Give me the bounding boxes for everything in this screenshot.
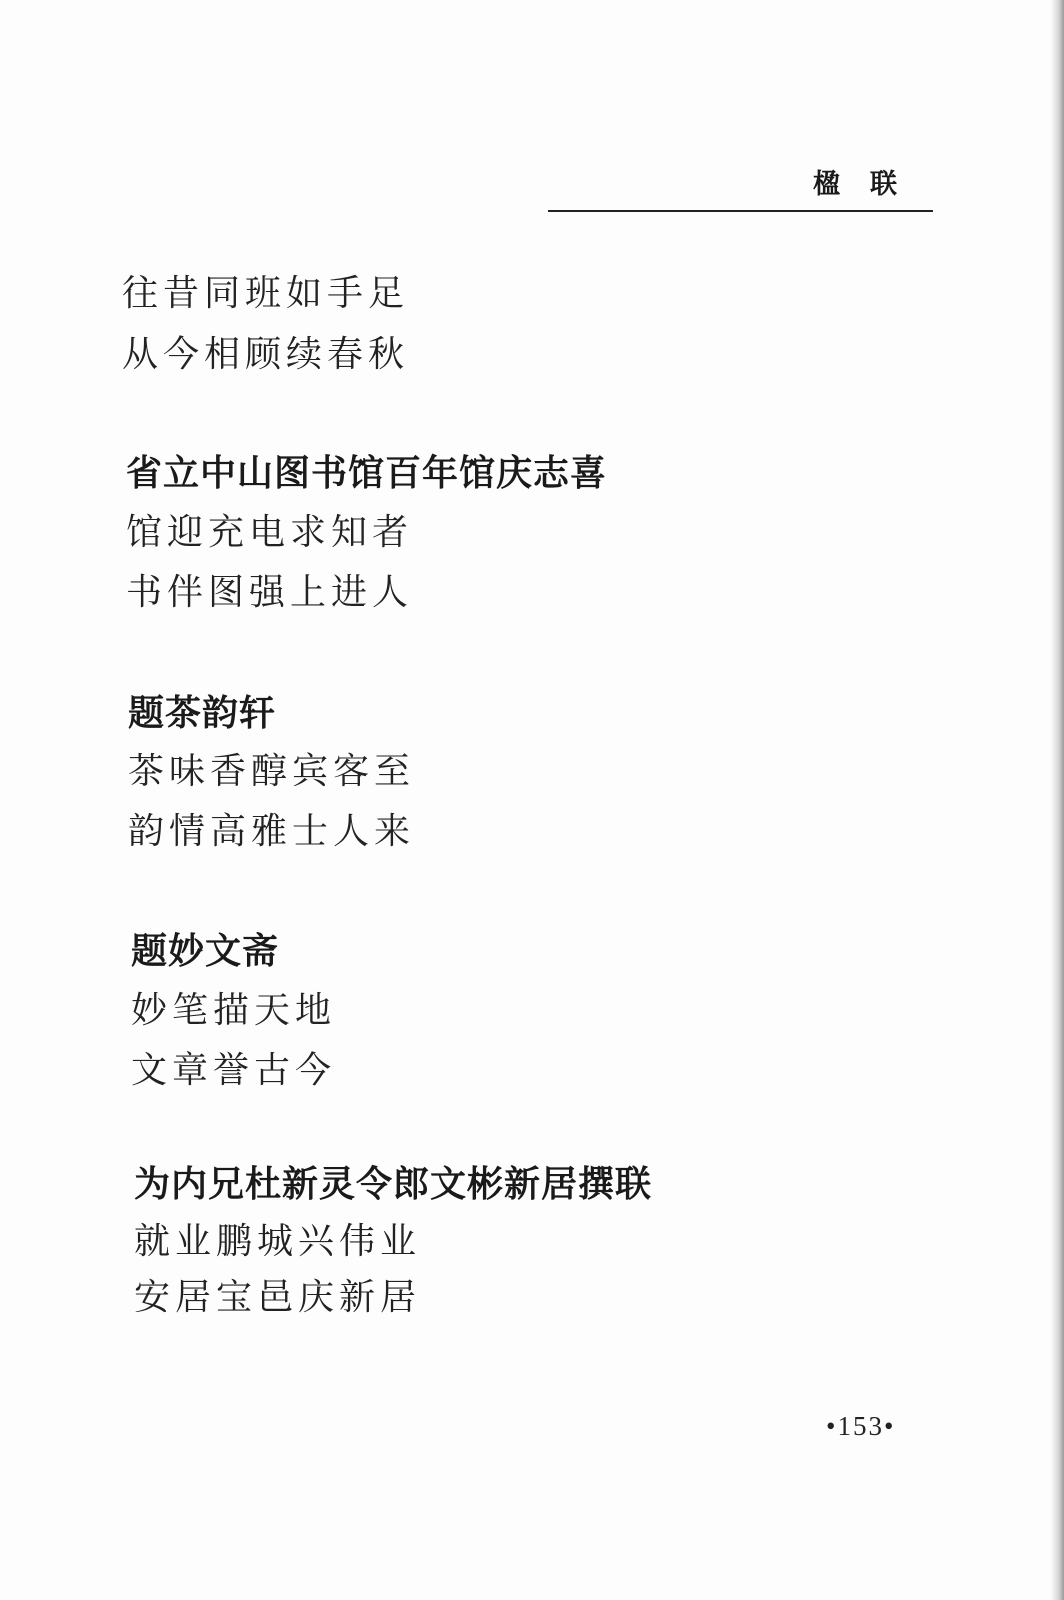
couplet-title: 为内兄杜新灵令郎文彬新居撰联 — [134, 1164, 653, 1205]
page-number: •153• — [826, 1411, 896, 1441]
couplet-line: 书伴图强上进人 — [126, 572, 414, 613]
couplet-line: 妙笔描天地 — [131, 990, 337, 1031]
couplet-line: 馆迎充电求知者 — [126, 512, 414, 553]
couplet-line: 就业鹏城兴伟业 — [134, 1221, 422, 1262]
couplet-line: 往昔同班如手足 — [122, 273, 410, 314]
couplet-line: 安居宝邑庆新居 — [134, 1277, 422, 1318]
couplet-title: 题茶韵轩 — [128, 693, 277, 734]
couplet-title: 省立中山图书馆百年馆庆志喜 — [126, 453, 608, 494]
scan-edge-shadow — [1050, 0, 1064, 1600]
couplet-line: 文章誉古今 — [131, 1050, 337, 1091]
running-head-text: 楹联 — [813, 169, 927, 200]
couplet-line: 韵情高雅士人来 — [128, 811, 416, 852]
running-head — [548, 168, 933, 212]
couplet-line: 从今相顾续春秋 — [122, 334, 410, 375]
couplet-title: 题妙文斋 — [131, 931, 280, 972]
couplet-line: 茶味香醇宾客至 — [128, 751, 416, 792]
